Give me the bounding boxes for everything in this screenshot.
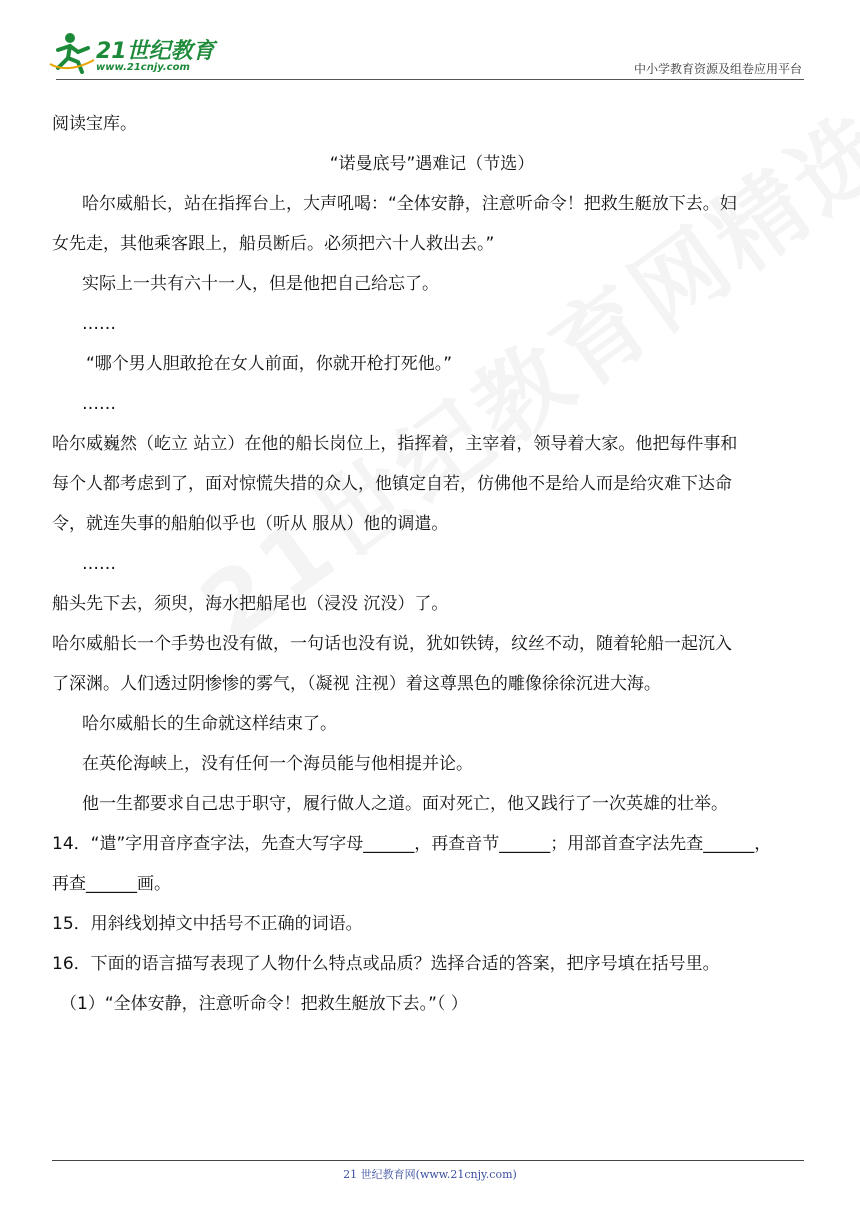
question-16: 16．下面的语言描写表现了人物什么特点或品质？选择合适的答案，把序号填在括号里。: [52, 954, 720, 974]
paragraph-line: 实际上一共有六十一人，但是他把自己给忘了。: [82, 274, 439, 294]
question-15: 15．用斜线划掉文中括号不正确的词语。: [52, 914, 363, 934]
paragraph-line: 哈尔威巍然（屹立 站立）在他的船长岗位上，指挥着，主宰着，领导着大家。他把每件事和: [52, 434, 738, 454]
header-platform-text: 中小学教育资源及组卷应用平台: [633, 62, 802, 76]
paragraph-line: 哈尔威船长一个手势也没有做，一句话也没有说，犹如铁铸，纹丝不动，随着轮船一起沉入: [52, 634, 732, 654]
footer-divider: [52, 1160, 804, 1161]
paragraph-line: 船头先下去，须臾，海水把船尾也（浸没 沉没）了。: [52, 594, 449, 614]
document-body: [52, 104, 812, 1024]
paragraph-line: 哈尔威船长的生命就这样结束了。: [82, 714, 337, 734]
paragraph-line: 每个人都考虑到了，面对惊慌失措的众人，他镇定自若，仿佛他不是给人而是给灾难下达命: [52, 474, 732, 494]
ellipsis-line: ……: [82, 314, 116, 334]
page-header: [0, 0, 860, 80]
header-divider: [56, 79, 804, 80]
passage-title: “诺曼底号”遇难记（节选）: [329, 154, 535, 174]
paragraph-line: “哪个男人胆敢抢在女人前面，你就开枪打死他。”: [86, 354, 453, 374]
section-heading: 阅读宝库。: [52, 114, 137, 134]
paragraph-line: 了深渊。人们透过阴惨惨的雾气，（凝视 注视）着这尊黑色的雕像徐徐沉进大海。: [52, 674, 661, 694]
question-14: 14．“遣”字用音序查字法，先查大写字母______，再查音节______；用部首查字法先查______，: [52, 834, 772, 854]
ellipsis-line: ……: [82, 554, 116, 574]
paragraph-line: 在英伦海峡上，没有任何一个海员能与他相提并论。: [82, 754, 473, 774]
paragraph-line: 哈尔威船长，站在指挥台上，大声吼喝：“全体安静，注意听命令！把救生艇放下去。妇: [82, 194, 737, 214]
question-16-item-1: （1）“全体安静，注意听命令！把救生艇放下去。”（ ）: [60, 994, 468, 1014]
logo-text: 21世纪教育: [96, 39, 215, 64]
question-14-continued: 再查______画。: [52, 874, 171, 894]
logo-subtext: www.21cnjy.com: [96, 62, 190, 73]
paragraph-line: 令，就连失事的船舶似乎也（听从 服从）他的调遣。: [52, 514, 449, 534]
paragraph-line: 他一生都要求自己忠于职守，履行做人之道。面对死亡，他又践行了一次英雄的壮举。: [82, 794, 728, 814]
runner-logo-icon: [48, 30, 96, 74]
paragraph-line: 女先走，其他乘客跟上，船员断后。必须把六十人救出去。”: [52, 234, 495, 254]
footer-text: 21 世纪教育网(www.21cnjy.com): [343, 1168, 517, 1181]
ellipsis-line: ……: [82, 394, 116, 414]
logo: [48, 30, 218, 78]
